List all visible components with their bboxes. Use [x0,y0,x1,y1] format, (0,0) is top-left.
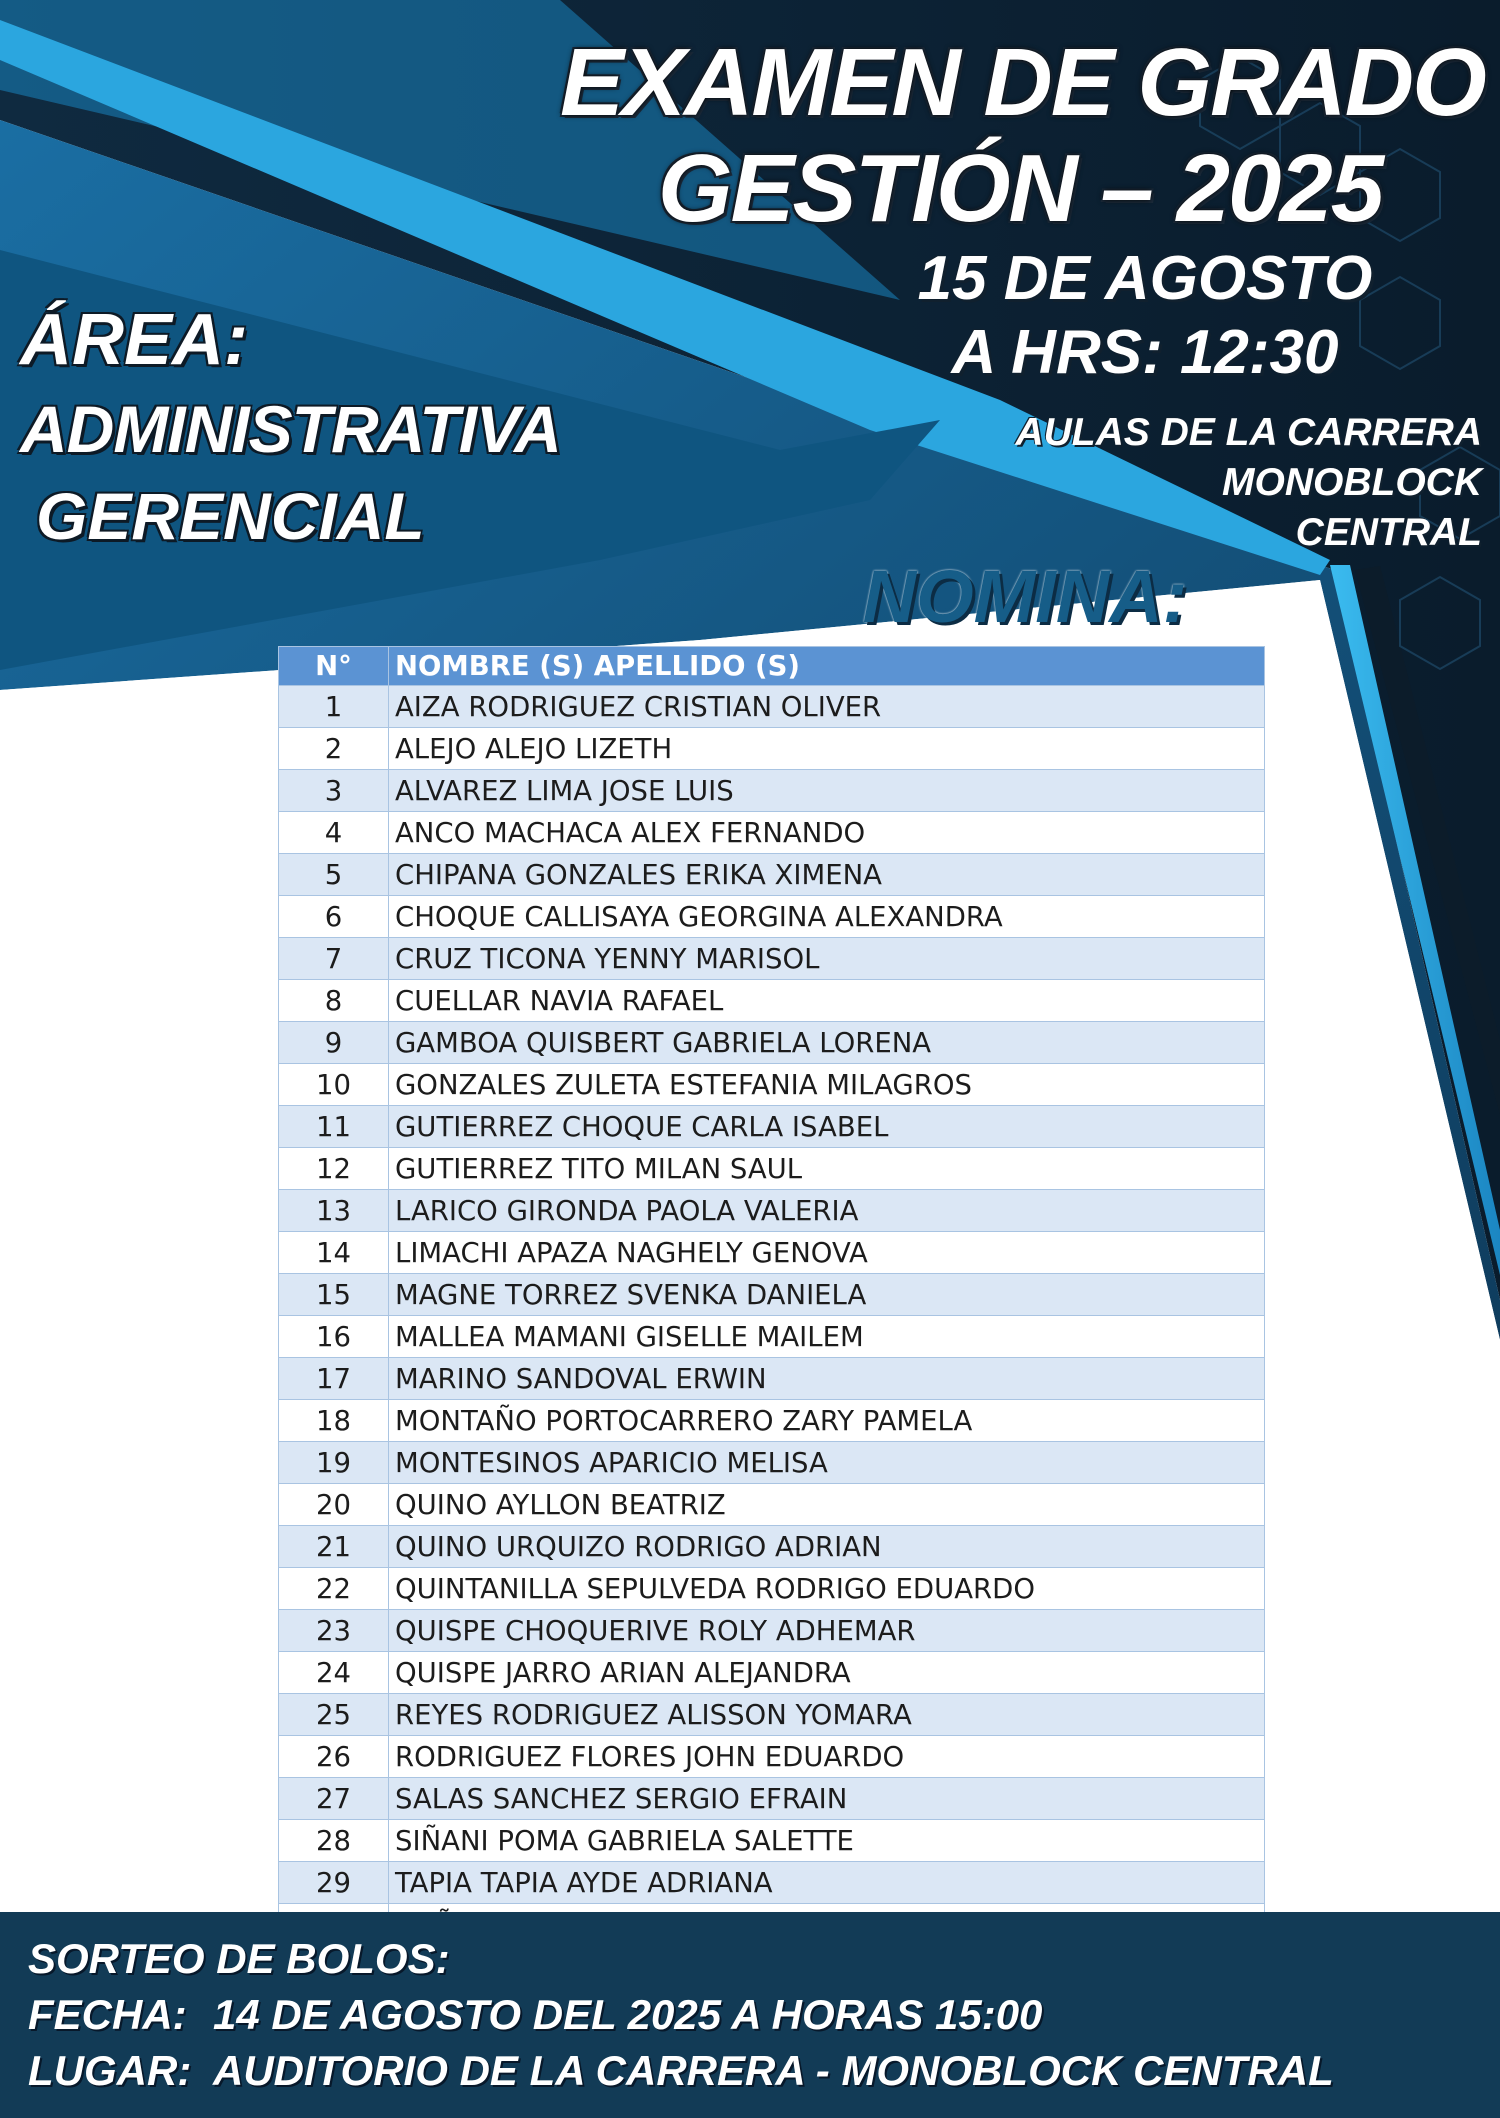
row-number: 20 [279,1484,389,1526]
table-row [279,1694,1265,1736]
row-number: 3 [279,770,389,812]
row-number: 7 [279,938,389,980]
row-number: 12 [279,1148,389,1190]
row-number: 25 [279,1694,389,1736]
row-name: REYES RODRIGUEZ ALISSON YOMARA [389,1694,1265,1736]
table-row [279,1862,1265,1904]
area-heading [20,295,660,559]
row-name: MONTESINOS APARICIO MELISA [389,1442,1265,1484]
exam-title [560,29,1485,242]
row-name: LARICO GIRONDA PAOLA VALERIA [389,1190,1265,1232]
row-number: 9 [279,1022,389,1064]
row-number: 2 [279,728,389,770]
lugar-value: AUDITORIO DE LA CARRERA - MONOBLOCK CENTRAL [213,2047,1334,2094]
table-header-row [279,647,1265,686]
row-name: CUELLAR NAVIA RAFAEL [389,980,1265,1022]
table-row [279,1106,1265,1148]
table-row [279,728,1265,770]
row-name: CHOQUE CALLISAYA GEORGINA ALEXANDRA [389,896,1265,938]
table-row [279,1022,1265,1064]
row-name: MONTAÑO PORTOCARRERO ZARY PAMELA [389,1400,1265,1442]
row-number: 21 [279,1526,389,1568]
row-name: ALEJO ALEJO LIZETH [389,728,1265,770]
footer-heading: SORTEO DE BOLOS: [28,1935,450,1982]
row-name: GONZALES ZULETA ESTEFANIA MILAGROS [389,1064,1265,1106]
location-line-3: CENTRAL [1295,511,1482,554]
row-name: LIMACHI APAZA NAGHELY GENOVA [389,1232,1265,1274]
table-row [279,1568,1265,1610]
row-number: 5 [279,854,389,896]
row-number: 1 [279,686,389,728]
table-row [279,1232,1265,1274]
table-row [279,1274,1265,1316]
location-line-1: AULAS DE LA CARRERA [1015,411,1482,454]
table-row [279,1484,1265,1526]
fecha-label: FECHA: [28,1991,187,2038]
column-header-number: N° [279,647,389,686]
row-name: GUTIERREZ TITO MILAN SAUL [389,1148,1265,1190]
table-row [279,1148,1265,1190]
row-name: GUTIERREZ CHOQUE CARLA ISABEL [389,1106,1265,1148]
row-name: CRUZ TICONA YENNY MARISOL [389,938,1265,980]
nomina-title: NOMINA: [862,555,1188,638]
row-name: GAMBOA QUISBERT GABRIELA LORENA [389,1022,1265,1064]
row-name: SALAS SANCHEZ SERGIO EFRAIN [389,1778,1265,1820]
row-name: TAPIA TAPIA AYDE ADRIANA [389,1862,1265,1904]
row-number: 11 [279,1106,389,1148]
row-name: QUISPE CHOQUERIVE ROLY ADHEMAR [389,1610,1265,1652]
table-row [279,980,1265,1022]
row-number: 26 [279,1736,389,1778]
row-number: 17 [279,1358,389,1400]
row-number: 19 [279,1442,389,1484]
row-number: 8 [279,980,389,1022]
table-row [279,1316,1265,1358]
row-number: 27 [279,1778,389,1820]
table-row [279,1652,1265,1694]
row-number: 6 [279,896,389,938]
row-number: 22 [279,1568,389,1610]
column-header-name: NOMBRE (S) APELLIDO (S) [389,647,1265,686]
table-row [279,770,1265,812]
area-line-1: ADMINISTRATIVA [20,392,561,466]
row-number: 29 [279,1862,389,1904]
row-name: MALLEA MAMANI GISELLE MAILEM [389,1316,1265,1358]
table-row [279,938,1265,980]
footer-fecha [28,1990,1042,2040]
row-number: 13 [279,1190,389,1232]
table-row [279,812,1265,854]
table-body [279,686,1265,1946]
row-name: ANCO MACHACA ALEX FERNANDO [389,812,1265,854]
row-name: MAGNE TORREZ SVENKA DANIELA [389,1274,1265,1316]
table-row [279,686,1265,728]
row-number: 15 [279,1274,389,1316]
row-name: RODRIGUEZ FLORES JOHN EDUARDO [389,1736,1265,1778]
table-row [279,854,1265,896]
row-name: ALVAREZ LIMA JOSE LUIS [389,770,1265,812]
date-line-1: 15 DE AGOSTO [917,244,1373,313]
area-line-2: GERENCIAL [36,479,425,553]
row-number: 24 [279,1652,389,1694]
exam-date [905,242,1385,390]
footer-lugar [28,2046,1334,2096]
location-line-2: MONOBLOCK [1222,461,1482,504]
table-row [279,896,1265,938]
row-number: 23 [279,1610,389,1652]
nomina-table-wrap [278,646,1264,1946]
table-row [279,1400,1265,1442]
lugar-label: LUGAR: [28,2047,192,2094]
area-label: ÁREA: [20,300,248,380]
nomina-table [278,646,1265,1946]
table-row [279,1736,1265,1778]
title-line-1: EXAMEN DE GRADO [560,29,1485,136]
row-name: QUINO AYLLON BEATRIZ [389,1484,1265,1526]
table-row [279,1526,1265,1568]
table-row [279,1190,1265,1232]
row-name: QUINO URQUIZO RODRIGO ADRIAN [389,1526,1265,1568]
row-number: 16 [279,1316,389,1358]
row-name: CHIPANA GONZALES ERIKA XIMENA [389,854,1265,896]
row-name: QUINTANILLA SEPULVEDA RODRIGO EDUARDO [389,1568,1265,1610]
row-number: 10 [279,1064,389,1106]
title-line-2: GESTIÓN – 2025 [657,135,1383,242]
exam-location [962,408,1482,558]
row-name: SIÑANI POMA GABRIELA SALETTE [389,1820,1265,1862]
row-number: 28 [279,1820,389,1862]
table-row [279,1820,1265,1862]
date-line-2: A HRS: 12:30 [951,318,1339,387]
table-row [279,1610,1265,1652]
table-row [279,1064,1265,1106]
table-row [279,1358,1265,1400]
row-number: 18 [279,1400,389,1442]
row-name: AIZA RODRIGUEZ CRISTIAN OLIVER [389,686,1265,728]
row-number: 4 [279,812,389,854]
table-row [279,1442,1265,1484]
table-row [279,1778,1265,1820]
row-name: QUISPE JARRO ARIAN ALEJANDRA [389,1652,1265,1694]
row-name: MARINO SANDOVAL ERWIN [389,1358,1265,1400]
fecha-value: 14 DE AGOSTO DEL 2025 A HORAS 15:00 [213,1991,1043,2038]
footer-panel [0,1912,1500,2118]
row-number: 14 [279,1232,389,1274]
